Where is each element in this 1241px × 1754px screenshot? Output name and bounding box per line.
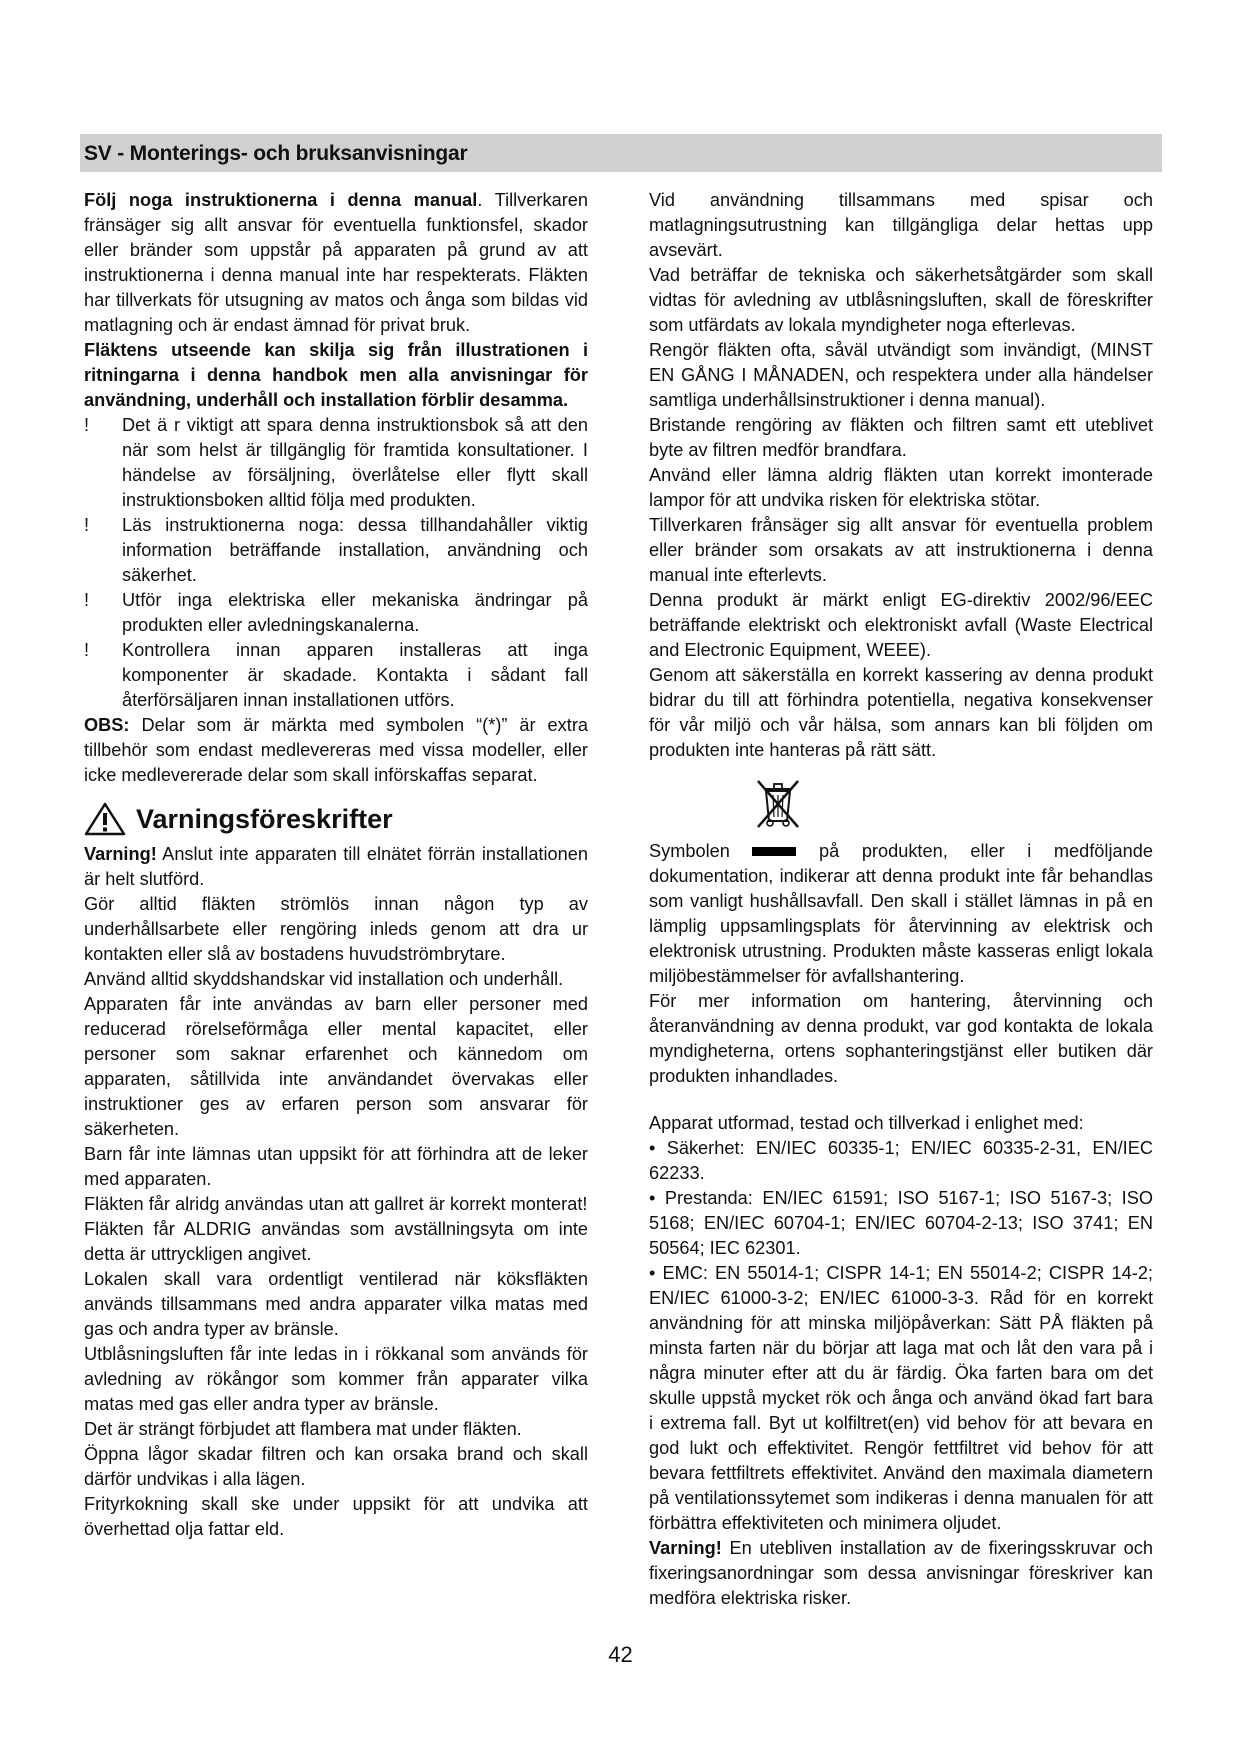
bullet-text: Läs instruktionerna noga: dessa tillhandahåller viktig information beträffande installation, användning och säkerhet.	[122, 515, 588, 585]
intro-paragraph	[84, 188, 588, 338]
bullet-item	[84, 513, 588, 588]
symbol-word-5: medföljande	[1053, 841, 1153, 861]
text-paragraph: Öppna lågor skadar filtren och kan orsaka brand och skall därför undvikas i alla lägen.	[84, 1444, 588, 1489]
bullet-text: Det ä r viktigt att spara denna instruktionsbok så att den när som helst är tillgänglig för framtida konsultationer. I händelse av försäljning, överlåtelse eller flytt skall instruktionsboken alltid följa med produkten.	[122, 415, 588, 510]
symbol-word-4: i	[1027, 841, 1032, 861]
page-number: 42	[608, 1642, 633, 1667]
section-header-bar	[80, 134, 1162, 172]
text-paragraph: Genom att säkerställa en korrekt kassering av denna produkt bidrar du till att förhindra potentiella, negativa konsekvenser för vår miljö och vår hälsa, som annars kan bli följden om produkten inte hanteras på rätt sätt.	[649, 665, 1153, 760]
symbol-word-2: produkten,	[861, 841, 948, 861]
warning-label: Varning!	[84, 844, 157, 864]
bullet-item	[84, 588, 588, 638]
text-paragraph: Frityrkokning skall ske under uppsikt för att undvika att överhettad olja fattar eld.	[84, 1494, 588, 1539]
text-paragraph: Det är strängt förbjudet att flambera mat under fläkten.	[84, 1419, 522, 1439]
right-column	[649, 188, 1153, 1611]
symbol-line	[649, 839, 1153, 864]
standards-intro: Apparat utformad, testad och tillverkad i enlighet med:	[649, 1113, 1084, 1133]
symbol-paragraph: dokumentation, indikerar att denna produkt inte får behandlas som vanligt hushållsavfall. Den skall i stället lämnas in på en lämplig uppsamlingsplats för återvinning av elektrisk och elektronisk utrustning. Produkten måste kasseras enligt lokala miljöbestämmelser för avfallshantering.	[649, 866, 1153, 986]
spacer	[649, 1089, 1153, 1111]
symbol-word: Symbolen	[649, 841, 730, 861]
bullet-text: Kontrollera innan apparen installeras att inga komponenter är skadade. Kontakta i sådant fall återförsäljaren innan installationen utförs.	[122, 640, 588, 710]
final-warning	[649, 1536, 1153, 1611]
symbol-word-3: eller	[970, 841, 1005, 861]
bullet-mark: !	[84, 515, 90, 535]
text-paragraph: Denna produkt är märkt enligt EG-direktiv 2002/96/EEC beträffande elektriskt och elektroniskt avfall (Waste Electrical and Electronic Equipment, WEEE).	[649, 590, 1153, 660]
section-title: SV - Monterings- och bruksanvisningar	[84, 142, 468, 165]
appearance-notice: Fläktens utseende kan skilja sig från illustrationen i ritningarna i denna handbok men alla anvisningar för användning, underhåll och installation förblir desamma.	[84, 340, 588, 410]
text-paragraph: Tillverkaren frånsäger sig allt ansvar för eventuella problem eller bränder som orsakats av att instruktionerna i denna manual inte efterlevts.	[649, 515, 1153, 585]
text-paragraph: Vid användning tillsammans med spisar och matlagningsutrustning kan tillgängliga delar hettas upp avsevärt.	[649, 190, 1153, 260]
crossed-out-bin-icon	[752, 777, 804, 831]
text-paragraph: Rengör fläkten ofta, såväl utvändigt som invändigt, (MINST EN GÅNG I MÅNADEN, och respektera under alla händelser samtliga underhållsinstruktioner i denna manual).	[649, 340, 1153, 410]
intro-text: . Tillverkaren fränsäger sig allt ansvar för eventuella funktionsfel, skador eller bränder som uppstår på apparaten på grund av att instruktionerna i denna manual inte har respekterats. Fläkten har tillverkats för utsugning av matos och ånga som bildas vid matlagning och är endast ämnad för privat bruk.	[84, 190, 588, 335]
standards-performance: • Prestanda: EN/IEC 61591; ISO 5167-1; ISO 5167-3; ISO 5168; EN/IEC 60704-1; EN/IEC 60704-2-13; ISO 3741; EN 50564; IEC 62301.	[649, 1188, 1153, 1258]
text-paragraph: Apparaten får inte användas av barn eller personer med reducerad rörelseförmåga eller mental kapacitet, eller personer som saknar erfarenhet och kännedom om apparaten, såtillvida inte användandet övervakas eller instruktioner ges av erfaren person som ansvarar för säkerheten.	[84, 994, 588, 1139]
info-paragraph: För mer information om hantering, återvinning och återanvändning av denna produkt, var god kontakta de lokala myndigheterna, ortens sophanteringstjänst eller butiken där produkten inhandlades.	[649, 991, 1153, 1086]
bullet-mark: !	[84, 640, 90, 660]
left-column	[84, 188, 588, 1542]
intro-bold: Följ noga instruktionerna i denna manual	[84, 190, 478, 210]
text-paragraph: Barn får inte lämnas utan uppsikt för att förhindra att de leker med apparaten.	[84, 1144, 588, 1189]
bullet-text: Utför inga elektriska eller mekaniska ändringar på produkten eller avledningskanalerna.	[122, 590, 588, 635]
warning-text: Anslut inte apparaten till elnätet förrän installationen är helt slutförd.	[84, 844, 588, 889]
standards-safety: • Säkerhet: EN/IEC 60335-1; EN/IEC 60335-2-31, EN/IEC 62233.	[649, 1138, 1153, 1183]
final-warning-label: Varning!	[649, 1538, 722, 1558]
text-paragraph: Fläkten får ALDRIG användas som avställningsyta om inte detta är uttryckligen angivet.	[84, 1219, 588, 1264]
warnings-heading	[84, 802, 588, 836]
text-paragraph: Bristande rengöring av fläkten och filtren samt ett uteblivet byte av filtren medför brandfara.	[649, 415, 1153, 460]
final-warning-text: En utebliven installation av de fixeringsskruvar och fixeringsanordningar som dessa anvisningar föreskriver kan medföra elektriska risker.	[649, 1538, 1153, 1608]
text-paragraph: Använd alltid skyddshandskar vid installation och underhåll.	[84, 969, 564, 989]
obs-paragraph	[84, 713, 588, 788]
text-paragraph: Fläkten får alridg användas utan att gallret är korrekt monterat!	[84, 1194, 588, 1214]
obs-text: Delar som är märkta med symbolen “(*)” är extra tillbehör som endast medlevereras med vissa modeller, eller icke medlevererade delar som skall införskaffas separat.	[84, 715, 588, 785]
standards-emc: • EMC: EN 55014-1; CISPR 14-1; EN 55014-2; CISPR 14-2; EN/IEC 61000-3-2; EN/IEC 61000-3-3. Råd för en korrekt användning för att minska miljöpåverkan: Sätt PÅ fläkten på minsta farten när du börjar att laga mat och låt den vara på i några minuter efter att du är färdig. Öka farten bara om det skulle uppstå mycket rök och ånga och använd ökad fart bara i extrema fall. Byt ut kolfiltret(en) vid behov för att bevara en god lukt och effektivitet. Rengör fettfiltret vid behov för att bevara fettfiltrets effektivitet. Använd den maximala diametern på ventilationssytemet som indikeras i denna manualen för att förbättra effektiviteten och minimera oljudet.	[649, 1263, 1153, 1533]
symbol-word-mid: på	[819, 841, 840, 861]
warnings-heading-text: Varningsföreskrifter	[136, 804, 393, 834]
bullet-item	[84, 413, 588, 513]
warning-triangle-icon	[84, 802, 126, 836]
text-paragraph: Lokalen skall vara ordentligt ventilerad när köksfläkten används tillsammans med andra apparater vilka matas med gas och andra typer av bränsle.	[84, 1269, 588, 1339]
obs-label: OBS:	[84, 715, 130, 735]
text-paragraph: Utblåsningsluften får inte ledas in i rökkanal som används för avledning av rökångor som kommer från apparater vilka matas med gas eller andra typer av bränsle.	[84, 1344, 588, 1414]
bullet-mark: !	[84, 415, 90, 435]
black-bar-icon	[752, 847, 796, 856]
weee-symbol-area	[649, 769, 1153, 839]
bullet-item	[84, 638, 588, 713]
bullet-mark: !	[84, 590, 90, 610]
text-paragraph: Använd eller lämna aldrig fläkten utan korrekt imonterade lampor för att undvika risken för elektriska stötar.	[649, 465, 1153, 510]
text-paragraph: Gör alltid fläkten strömlös innan någon typ av underhållsarbete eller rengöring inleds genom att dra ur kontakten eller slå av bostadens huvudströmbrytare.	[84, 894, 588, 964]
text-paragraph: Vad beträffar de tekniska och säkerhetsåtgärder som skall vidtas för avledning av utblåsningsluften, skall de föreskrifter som utfärdats av lokala myndigheter noga efterlevas.	[649, 265, 1153, 335]
warning-paragraph	[84, 842, 588, 892]
